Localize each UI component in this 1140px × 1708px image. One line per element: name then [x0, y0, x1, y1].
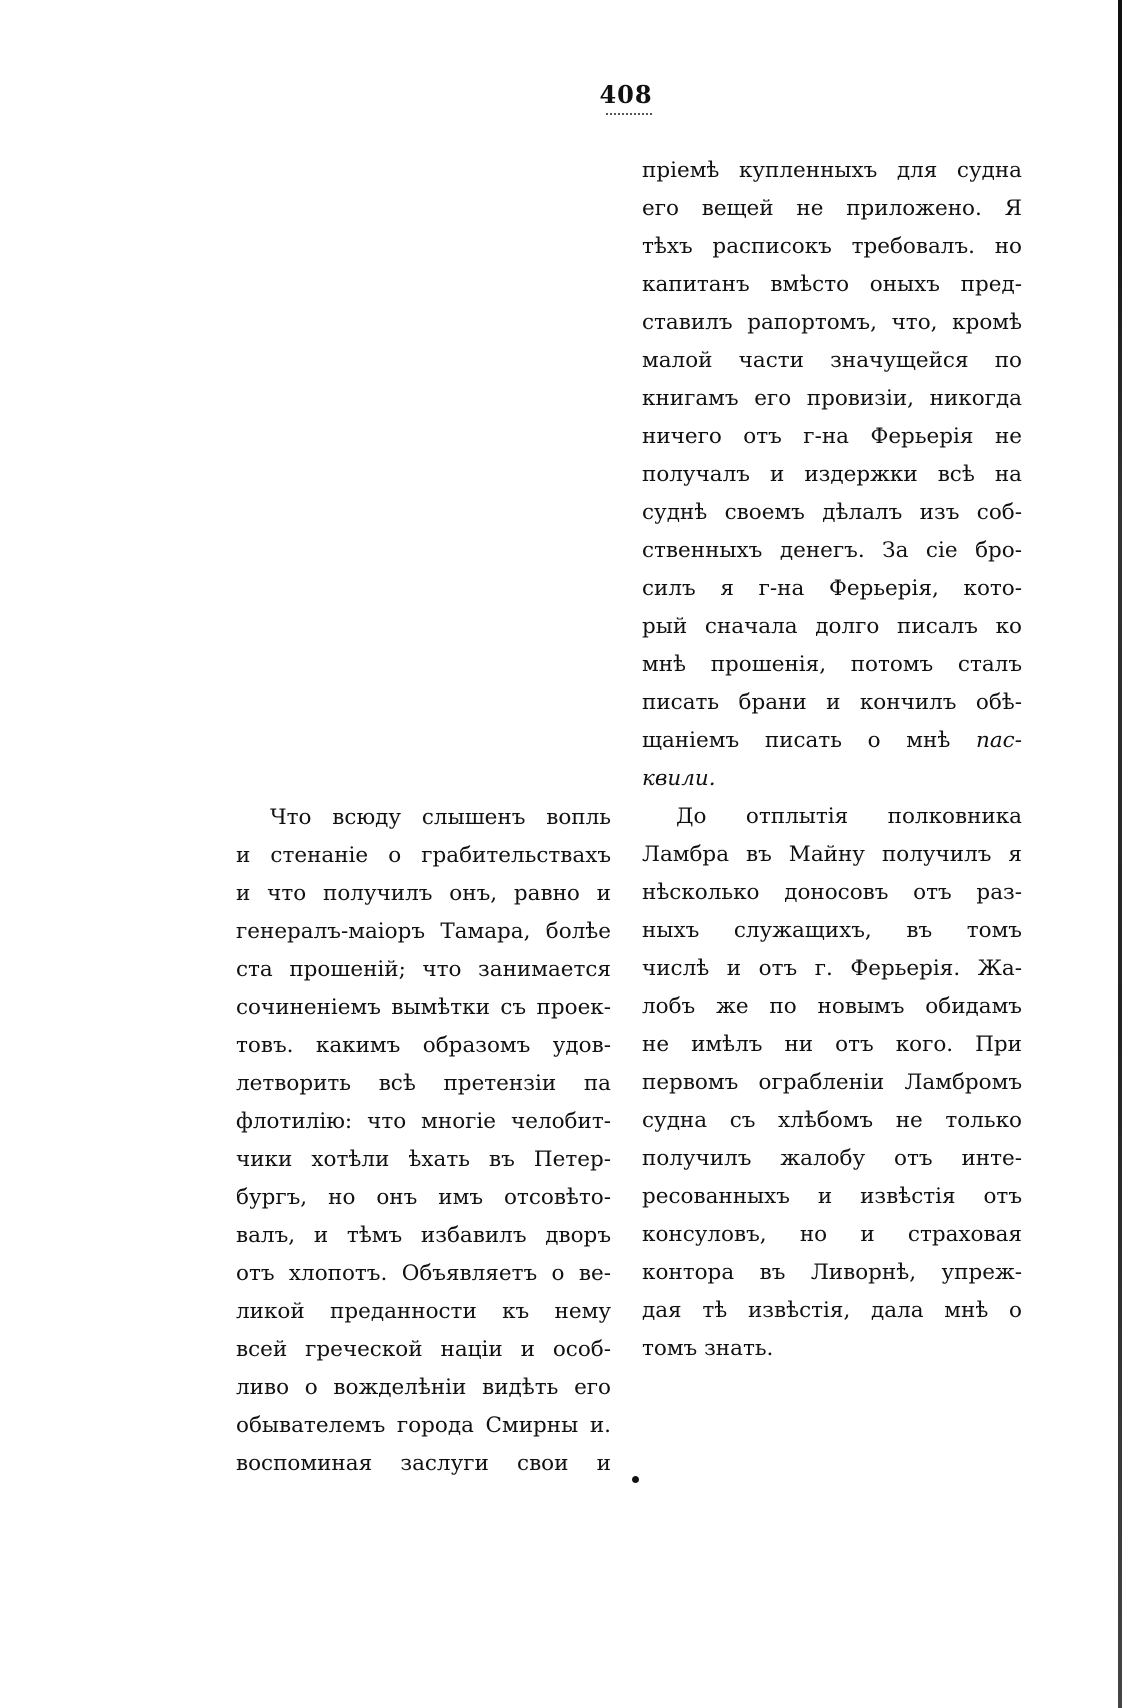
text-line: ныхъ служащихъ, въ томъ: [642, 918, 1022, 943]
text-line: сочиненіемъ вымѣтки съ проек-: [236, 995, 611, 1020]
text-line: ливо о вожделѣніи видѣть его: [236, 1375, 611, 1400]
text-line: генералъ-маіоръ Тамара, болѣе: [236, 919, 611, 944]
text-line: чики хотѣли ѣхать въ Петер-: [236, 1147, 611, 1172]
text-line: консуловъ, но и страховая: [642, 1222, 1022, 1247]
text-line: ликой преданности къ нему: [236, 1299, 611, 1324]
text-line: и что получилъ онъ, равно и: [236, 881, 611, 906]
text-line: его вещей не приложено. Я: [642, 196, 1022, 221]
text-line-with-italic: [642, 722, 1022, 760]
text-line: первомъ ограбленіи Ламбромъ: [642, 1070, 1022, 1095]
text-line: воспоминая заслуги свои и: [236, 1451, 611, 1476]
header-rule: [606, 113, 652, 115]
text-line: мнѣ прошенія, потомъ сталъ: [642, 652, 1022, 677]
text-line: малой части значущейся по: [642, 348, 1022, 373]
text-line: обывателемъ города Смирны и.: [236, 1413, 611, 1438]
text-line: тѣхъ расписокъ требовалъ. но: [642, 234, 1022, 259]
text-line: числѣ и отъ г. Ферьерія. Жа-: [642, 956, 1022, 981]
page-number: 408: [599, 80, 653, 109]
text-line: товъ. какимъ образомъ удов-: [236, 1033, 611, 1058]
text-line: Ламбра въ Майну получилъ я: [642, 842, 1022, 867]
text-line: рый сначала долго писалъ ко: [642, 614, 1022, 639]
text-line: томъ знать.: [642, 1336, 774, 1361]
text-line: получилъ жалобу отъ инте-: [642, 1146, 1022, 1171]
text-line: контора въ Ливорнѣ, упреж-: [642, 1260, 1022, 1285]
text-fragment: щаніемъ писать о мнѣ: [642, 728, 951, 753]
text-line: не имѣлъ ни отъ кого. При: [642, 1032, 1022, 1057]
text-line: пріемѣ купленныхъ для судна: [642, 158, 1022, 183]
ink-dot: [632, 1476, 639, 1483]
text-line: ресованныхъ и извѣстія отъ: [642, 1184, 1022, 1209]
text-line: и стенаніе о грабительствахъ: [236, 843, 611, 868]
text-line: суднѣ своемъ дѣлалъ изъ соб-: [642, 500, 1022, 525]
italic-fragment: пас-: [976, 728, 1022, 753]
text-line: ничего отъ г-на Ферьерія не: [642, 424, 1022, 449]
text-line: дая тѣ извѣстія, дала мнѣ о: [642, 1298, 1022, 1323]
text-line: отъ хлопотъ. Объявляетъ о ве-: [236, 1261, 611, 1286]
text-line: ственныхъ денегъ. За сіе бро-: [642, 538, 1022, 563]
text-line: Что всюду слышенъ вопль: [270, 805, 611, 830]
text-line: получалъ и издержки всѣ на: [642, 462, 1022, 487]
right-column: [642, 152, 1022, 1368]
text-line: силъ я г-на Ферьерія, кото-: [642, 576, 1022, 601]
italic-text-line: квили.: [642, 766, 716, 791]
text-line: летворить всѣ претензіи па: [236, 1071, 611, 1096]
text-line: флотилію: что многіе челобит-: [236, 1109, 611, 1134]
text-line: книгамъ его провизіи, никогда: [642, 386, 1022, 411]
text-line: капитанъ вмѣсто оныхъ пред-: [642, 272, 1022, 297]
text-line: бургъ, но онъ имъ отсовѣто-: [236, 1185, 611, 1210]
text-line: ставилъ рапортомъ, что, кромѣ: [642, 310, 1022, 335]
text-line: писать брани и кончилъ обѣ-: [642, 690, 1022, 715]
text-line: судна съ хлѣбомъ не только: [642, 1108, 1022, 1133]
scan-edge-shadow: [1118, 0, 1122, 1708]
text-line: нѣсколько доносовъ отъ раз-: [642, 880, 1022, 905]
text-line: валъ, и тѣмъ избавилъ дворъ: [236, 1223, 611, 1248]
text-line: ста прошеній; что занимается: [236, 957, 611, 982]
text-line: До отплытія полковника: [676, 804, 1022, 829]
text-line: лобъ же по новымъ обидамъ: [642, 994, 1022, 1019]
left-column: [236, 799, 611, 1483]
text-line: всей греческой націи и особ-: [236, 1337, 611, 1362]
